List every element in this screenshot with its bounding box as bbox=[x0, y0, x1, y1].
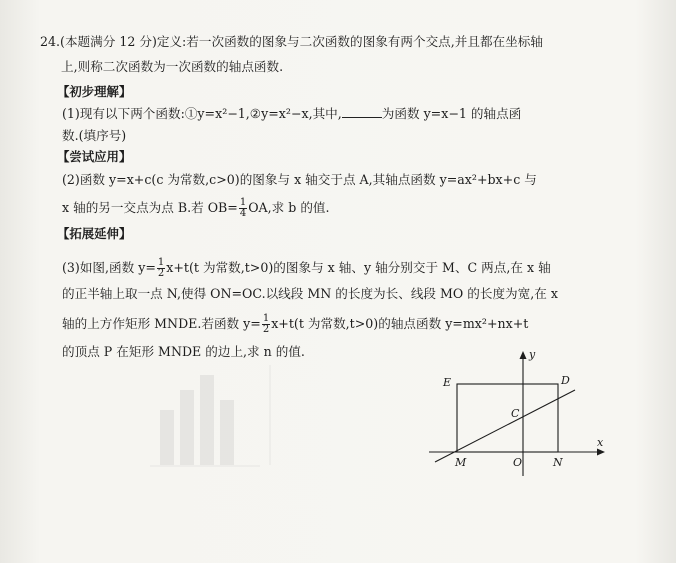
label-m: M bbox=[455, 456, 467, 469]
problem-line-1: 24.(本题满分 12 分)定义:若一次函数的图象与二次函数的图象有两个交点,并且都在坐标轴 bbox=[40, 34, 543, 49]
coordinate-figure bbox=[425, 340, 615, 480]
question-3-line-2: 的正半轴上取一点 N,使得 ON=OC.以线段 MN 的长度为长、线段 MO 的长度为宽,在 x bbox=[62, 286, 558, 301]
question-3-line-4: 的顶点 P 在矩形 MNDE 的边上,求 n 的值. bbox=[62, 344, 305, 359]
question-2-line-1: (2)函数 y=x+c(c 为常数,c>0)的图象与 x 轴交于点 A,其轴点函数 y=ax²+bx+c 与 bbox=[62, 172, 537, 187]
question-1-line-2: 数.(填序号) bbox=[62, 128, 127, 143]
x-axis-arrow-icon bbox=[597, 449, 605, 456]
fraction-one-half-2: $\frac{1}{2}$ bbox=[262, 313, 270, 335]
fraction-one-quarter: $\frac{1}{4}$ bbox=[239, 197, 247, 219]
section-heading-2: 【尝试应用】 bbox=[57, 149, 132, 164]
fraction-one-half: $\frac{1}{2}$ bbox=[157, 257, 165, 279]
section-heading-1: 【初步理解】 bbox=[57, 84, 132, 99]
label-c: C bbox=[511, 407, 520, 420]
label-e: E bbox=[443, 376, 452, 389]
line-graph bbox=[435, 390, 575, 462]
question-3-line-3: 轴的上方作矩形 MNDE.若函数 y= $\frac{1}{2}$ x+t(t 为常数,t>0)的轴点函数 y=mx²+nx+t bbox=[62, 313, 529, 335]
answer-blank[interactable] bbox=[342, 106, 382, 118]
label-d: D bbox=[561, 374, 570, 387]
rectangle-mnde bbox=[457, 384, 558, 452]
question-2-line-2: x 轴的另一交点为点 B.若 OB= $\frac{1}{4}$ OA,求 b 的值. bbox=[62, 197, 330, 219]
label-y: y bbox=[529, 348, 536, 361]
label-n: N bbox=[553, 456, 563, 469]
section-heading-3: 【拓展延伸】 bbox=[57, 226, 132, 241]
problem-line-2: 上,则称二次函数为一次函数的轴点函数. bbox=[61, 59, 284, 74]
bleed-through-shadow bbox=[150, 360, 310, 475]
label-x: x bbox=[597, 436, 604, 449]
y-axis-arrow-icon bbox=[520, 351, 527, 359]
label-o: O bbox=[513, 456, 523, 469]
question-1-line-1: (1)现有以下两个函数:①y=x²−1,②y=x²−x,其中, 为函数 y=x−1 的轴点函 bbox=[62, 106, 522, 121]
question-3-line-1: (3)如图,函数 y= $\frac{1}{2}$ x+t(t 为常数,t>0)的图象与 x 轴、y 轴分别交于 M、C 两点,在 x 轴 bbox=[62, 257, 551, 279]
